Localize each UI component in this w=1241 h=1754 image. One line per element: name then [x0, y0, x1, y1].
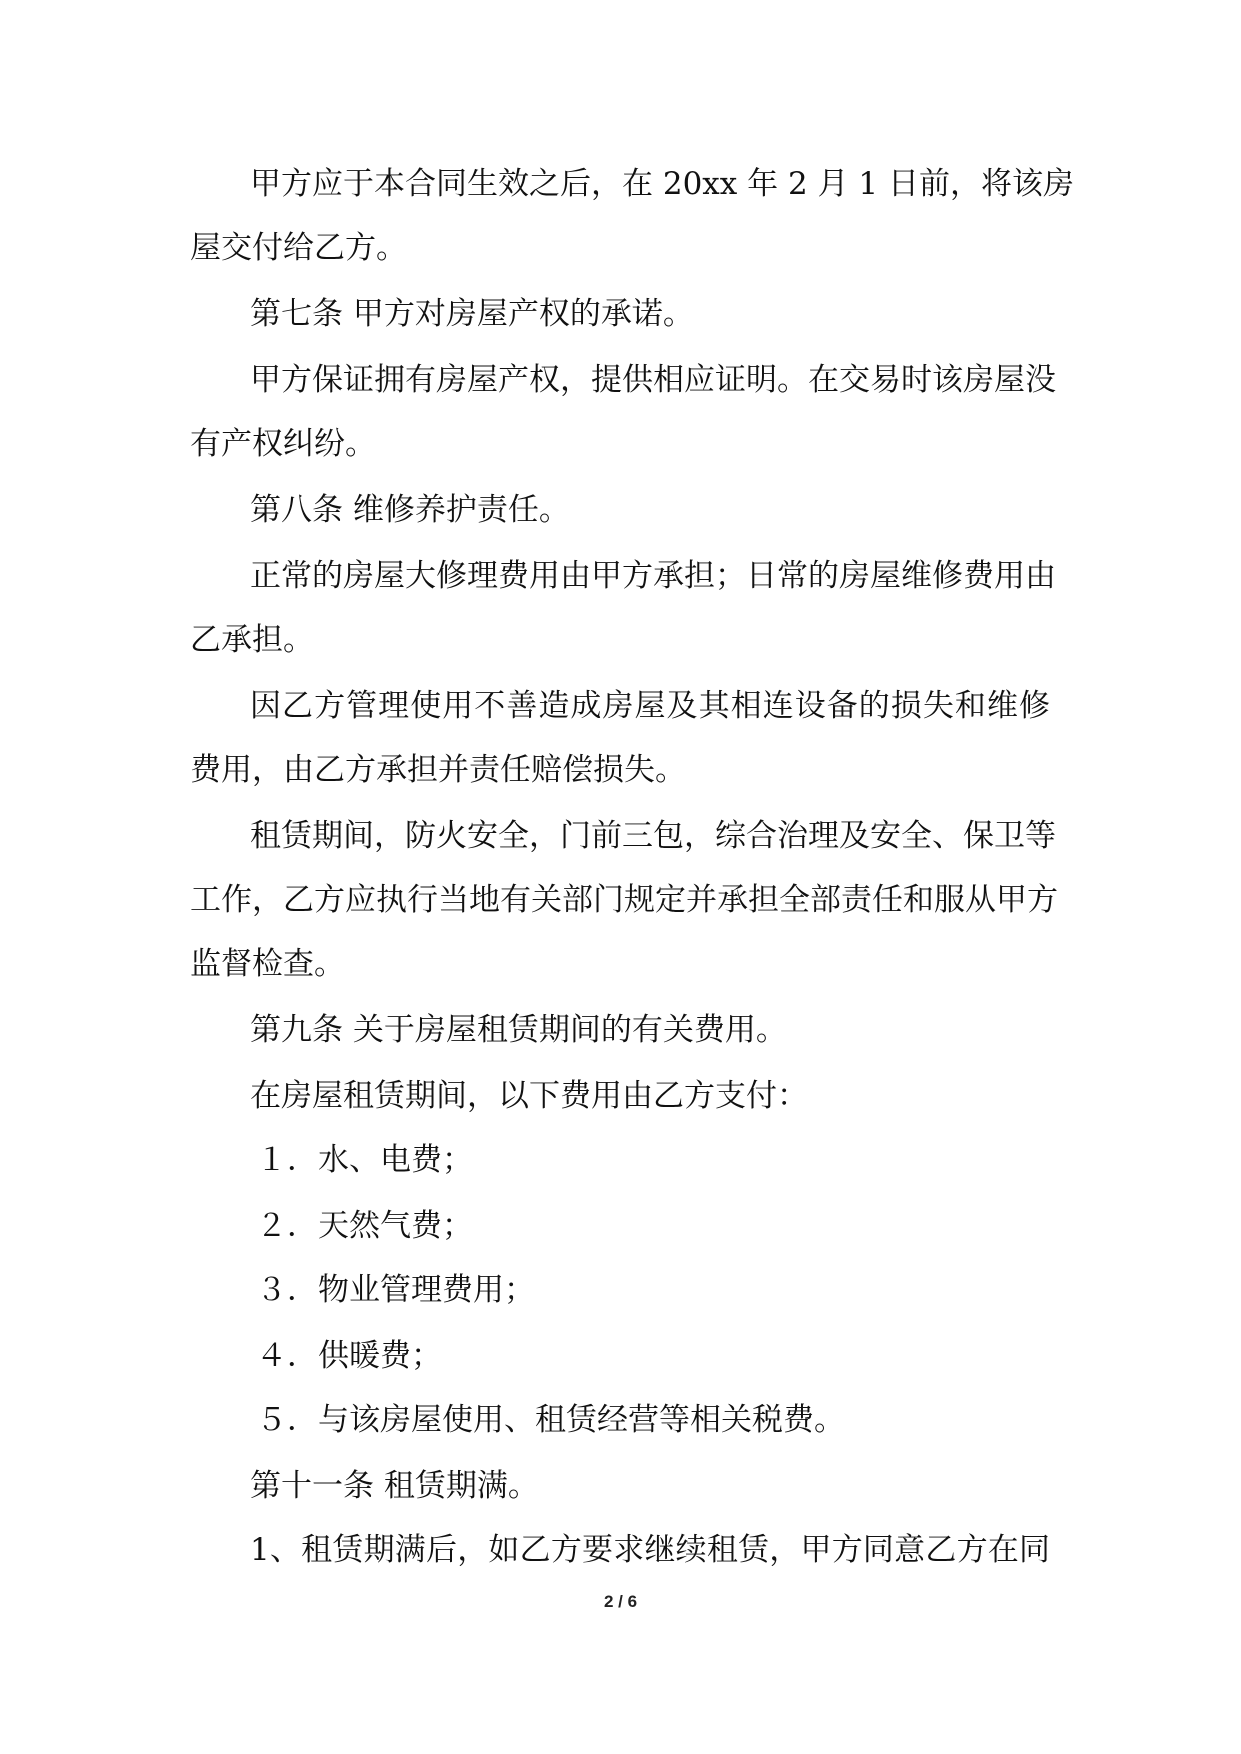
paragraph-line: 租赁期间，防火安全，门前三包，综合治理及安全、保卫等 [250, 818, 1056, 854]
list-item: ３．物业管理费用； [256, 1272, 535, 1308]
list-item: ５．与该房屋使用、租赁经营等相关税费。 [256, 1402, 845, 1438]
list-item: ４．供暖费； [256, 1338, 442, 1374]
paragraph-line: 1、租赁期满后，如乙方要求继续租赁，甲方同意乙方在同 [250, 1532, 1050, 1568]
paragraph-line: 因乙方管理使用不善造成房屋及其相连设备的损失和维修 [250, 688, 1050, 724]
paragraph-line: 费用，由乙方承担并责任赔偿损失。 [190, 752, 686, 788]
paragraph-line: 屋交付给乙方。 [190, 230, 407, 266]
paragraph-line: 工作，乙方应执行当地有关部门规定并承担全部责任和服从甲方 [190, 882, 1058, 918]
paragraph-line: 甲方保证拥有房屋产权，提供相应证明。在交易时该房屋没 [250, 362, 1056, 398]
article-heading: 第十一条 租赁期满。 [250, 1468, 539, 1504]
list-item: ２．天然气费； [256, 1208, 473, 1244]
paragraph-line: 乙承担。 [190, 622, 314, 658]
list-item: １．水、电费； [256, 1142, 473, 1178]
article-heading: 第九条 关于房屋租赁期间的有关费用。 [250, 1012, 787, 1048]
paragraph-line: 监督检查。 [190, 946, 345, 982]
paragraph-line: 在房屋租赁期间，以下费用由乙方支付： [250, 1078, 808, 1114]
paragraph-line: 甲方应于本合同生效之后，在 20xx 年 2 月 1 日前，将该房 [250, 166, 1074, 202]
article-heading: 第七条 甲方对房屋产权的承诺。 [250, 296, 694, 332]
article-heading: 第八条 维修养护责任。 [250, 492, 570, 528]
page-number: 2 / 6 [603, 1592, 638, 1611]
paragraph-line: 有产权纠纷。 [190, 426, 376, 462]
paragraph-line: 正常的房屋大修理费用由甲方承担；日常的房屋维修费用由 [250, 558, 1056, 594]
